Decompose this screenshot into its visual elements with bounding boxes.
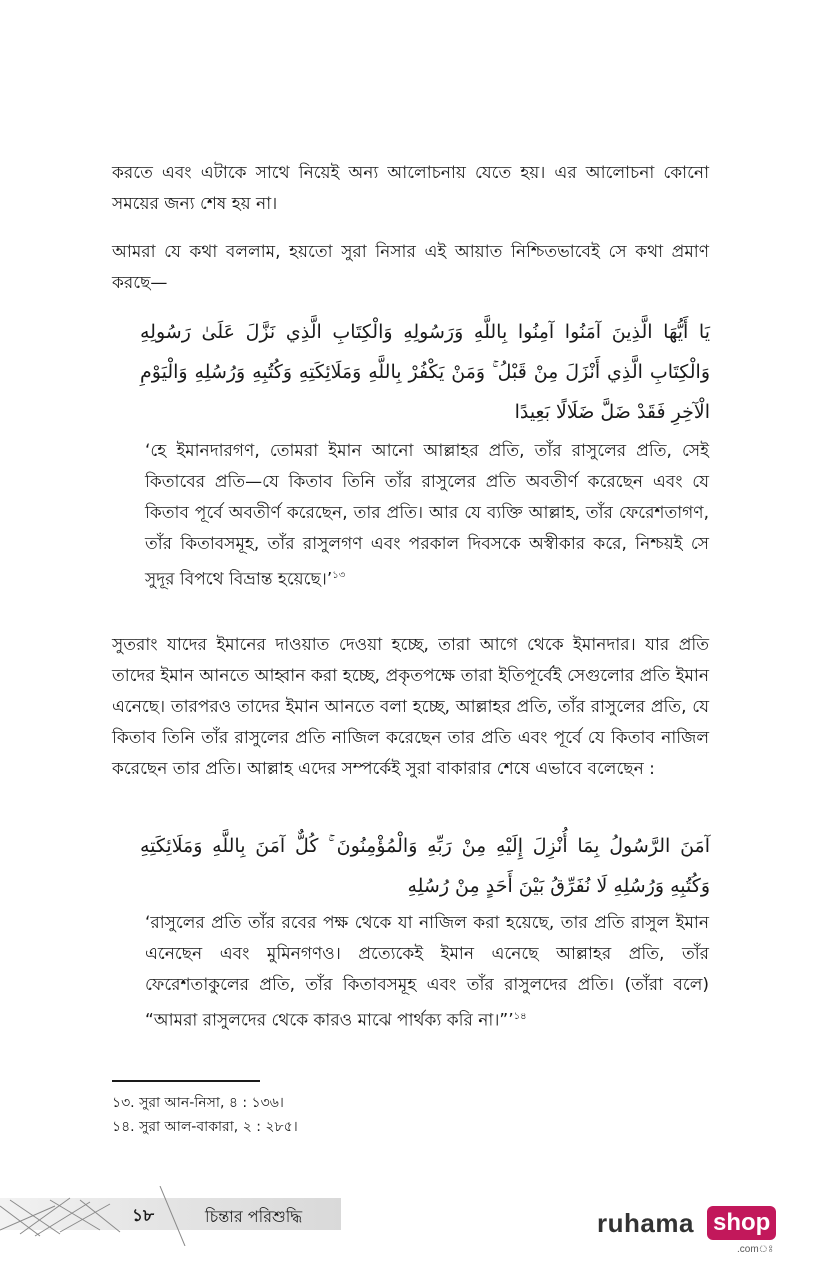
brand-name: ruhama xyxy=(597,1208,694,1238)
arabic-verse-baqarah: آمَنَ الرَّسُولُ بِمَا أُنْزِلَ إِلَيْهِ مِنْ رَبِّهِ وَالْمُؤْمِنُونَ ۚ كُلٌّ آمَنَ بِاللَّهِ وَمَلَائِكَتِهِ وَكُتُبِهِ وَرُسُلِهِ لَا نُفَرِّقُ بَيْنَ أَحَدٍ مِنْ رُسُلِهِ xyxy=(140,835,710,897)
quote-text: ‘রাসুলের প্রতি তাঁর রবের পক্ষ থেকে যা নাজিল করা হয়েছে, তার প্রতি রাসুল ইমান এনেছেন এবং মুমিনগণও। প্রত্যেকেই ইমান এনেছে আল্লাহর প্রতি, তাঁর ফেরেশতাকুলের প্রতি, তাঁর কিতাবসমূহ এবং তাঁর রাসুলদের প্রতি। (তাঁরা বলে) “আমরা রাসুলদের থেকে কারও মাঝে পার্থক্য করি না।”’ xyxy=(145,913,709,1031)
quote-text: ‘হে ইমানদারগণ, তোমরা ইমান আনো আল্লাহর প্রতি, তাঁর রাসুলের প্রতি, সেই কিতাবের প্রতি—যে কিতাব তিনি তাঁর রাসুলের প্রতি অবতীর্ণ করেছেন এবং যে কিতাব পূর্বে অবতীর্ণ করেছেন, তার প্রতি। আর যে ব্যক্তি আল্লাহ, তাঁর ফেরেশতাগণ, তাঁর কিতাবসমূহ, তাঁর রাসুলগণ এবং পরকাল দিবসকে অস্বীকার করে, নিশ্চয়ই সে সুদূর বিপথে বিভ্রান্ত হয়েছে।’ xyxy=(145,441,709,590)
paragraph-intro-verse: আমরা যে কথা বললাম, হয়তো সুরা নিসার এই আয়াত নিশ্চিতভাবেই সে কথা প্রমাণ করছে— xyxy=(112,242,709,293)
footer-decoration xyxy=(0,1186,200,1246)
footnote-ref: ১৩ xyxy=(332,570,346,581)
page-number: ১৮ xyxy=(132,1206,155,1226)
paragraph-continuation: করতে এবং এটাকে সাথে নিয়েই অন্য আলোচনায় যেতে হয়। এর আলোচনা কোনো সময়ের জন্য শেষ হয় না। xyxy=(112,163,709,214)
running-title: চিন্তার পরিশুদ্ধি xyxy=(205,1207,303,1226)
brand-shop-badge: shop xyxy=(707,1206,776,1240)
footnote-13: ১৩. সুরা আন-নিসা, ৪ : ১৩৬। xyxy=(112,1095,284,1111)
arabic-verse-nisa: يَا أَيُّهَا الَّذِينَ آمَنُوا آمِنُوا بِاللَّهِ وَرَسُولِهِ وَالْكِتَابِ الَّذِي نَزَّلَ عَلَىٰ رَسُولِهِ وَالْكِتَابِ الَّذِي أَنْزَلَ مِنْ قَبْلُ ۚ وَمَنْ يَكْفُرْ بِاللَّهِ وَمَلَائِكَتِهِ وَكُتُبِهِ وَرُسُلِهِ وَالْيَوْمِ الْآخِرِ فَقَدْ ضَلَّ ضَلَالًا بَعِيدًا xyxy=(140,321,710,423)
footnote-14: ১৪. সুরা আল-বাকারা, ২ : ২৮৫। xyxy=(112,1119,298,1135)
footnote-ref: ১৪ xyxy=(513,1011,527,1022)
footnote-divider xyxy=(112,1080,260,1082)
brand-suffix: .comঃ xyxy=(737,1244,774,1255)
translation-quote-nisa xyxy=(145,436,709,596)
translation-quote-baqarah xyxy=(145,908,709,1037)
paragraph-explanation: সুতরাং যাদের ইমানের দাওয়াত দেওয়া হচ্ছে, তারা আগে থেকে ইমানদার। যার প্রতি তাদের ইমান আনতে আহ্বান করা হচ্ছে, প্রকৃতপক্ষে তারা ইতিপূর্বেই সেগুলোর প্রতি ইমান এনেছে। তারপরও তাদের ইমান আনতে বলা হচ্ছে, আল্লাহর প্রতি, তাঁর রাসুলের প্রতি, যে কিতাব তিনি তাঁর রাসুলের প্রতি নাজিল করেছেন তার প্রতি এবং পূর্বে যে কিতাব নাজিল করেছেন তার প্রতি। আল্লাহ এদের সম্পর্কেই সুরা বাকারার শেষে এভাবে বলেছেন : xyxy=(112,635,709,779)
